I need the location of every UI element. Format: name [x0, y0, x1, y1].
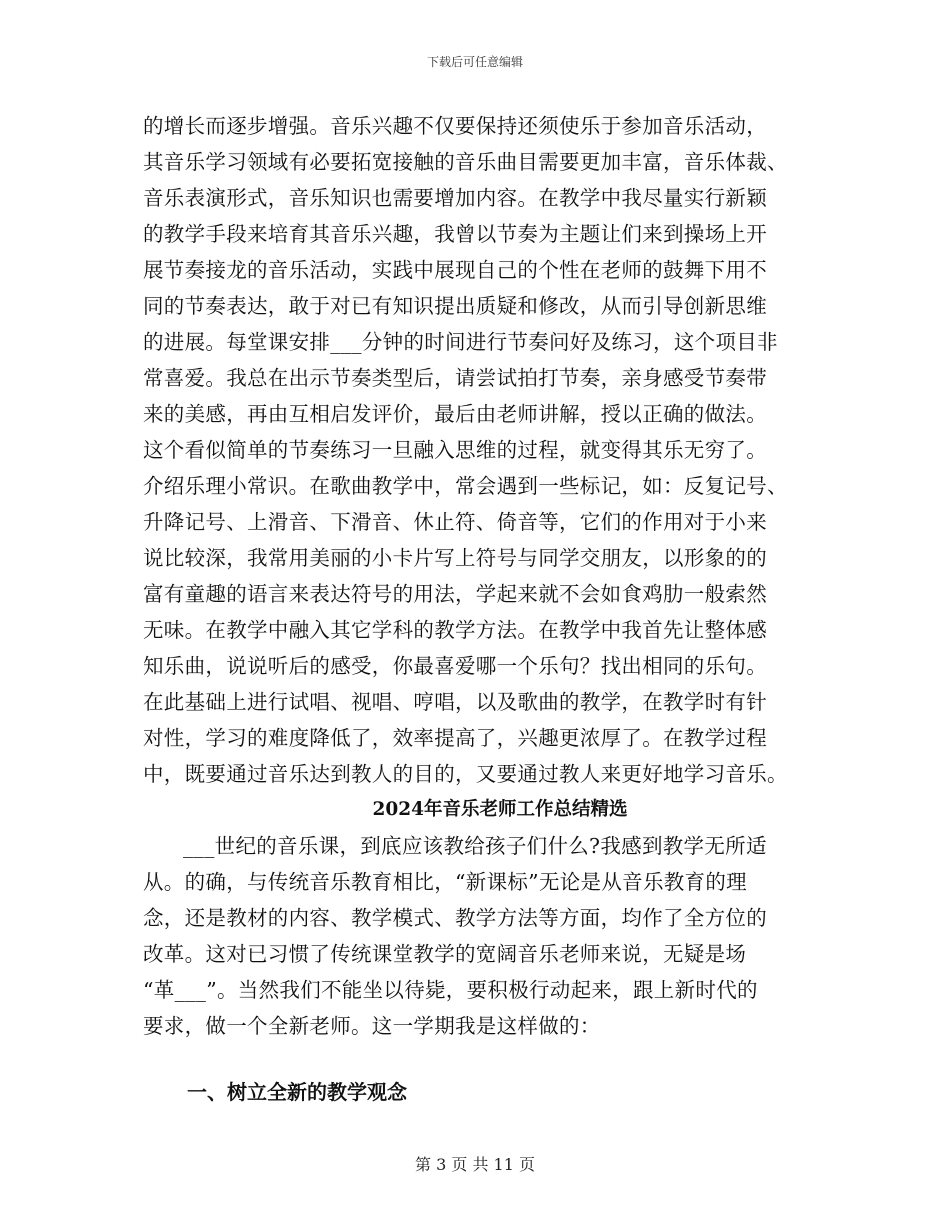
body-line: 要求，做一个全新老师。这一学期我是这样做的：	[143, 1014, 601, 1038]
body-line: 升降记号、上滑音、下滑音、休止符、倚音等，它们的作用对于小来	[143, 510, 767, 534]
body-line: 这个看似简单的节奏练习一旦融入思维的过程，就变得其乐无穷了。	[143, 438, 767, 462]
section-title: 2024年音乐老师工作总结精选	[372, 799, 628, 820]
body-line: 念，还是教材的内容、教学模式、教学方法等方面，均作了全方位的	[143, 906, 767, 930]
body-line: 改革。这对已习惯了传统课堂教学的宽阔音乐老师来说，无疑是场	[143, 942, 747, 966]
body-line: 同的节奏表达，敢于对已有知识提出质疑和修改，从而引导创新思维	[143, 294, 767, 318]
page-number: 第 3 页 共 11 页	[415, 1155, 535, 1174]
body-line: 展节奏接龙的音乐活动，实践中展现自己的个性在老师的鼓舞下用不	[143, 258, 767, 282]
body-line: 中，既要通过音乐达到教人的目的，又要通过教人来更好地学习音乐。	[143, 762, 788, 786]
body-line: 从。的确，与传统音乐教育相比，“新课标”无论是从音乐教育的理	[143, 870, 747, 894]
body-line: 来的美感，再由互相启发评价，最后由老师讲解，授以正确的做法。	[143, 402, 767, 426]
subheading: 一、树立全新的教学观念	[187, 1080, 407, 1104]
body-line: 音乐表演形式，音乐知识也需要增加内容。在教学中我尽量实行新颖	[143, 186, 767, 210]
body-line: 对性，学习的难度降低了，效率提高了，兴趣更浓厚了。在教学过程	[143, 726, 767, 750]
body-line: ___世纪的音乐课，到底应该教给孩子们什么?我感到教学无所适	[183, 834, 767, 858]
body-line: 介绍乐理小常识。在歌曲教学中，常会遇到一些标记，如：反复记号、	[143, 474, 788, 498]
body-line: 的教学手段来培育其音乐兴趣，我曾以节奏为主题让们来到操场上开	[143, 222, 767, 246]
body-line: “革___”。当然我们不能坐以待毙，要积极行动起来，跟上新时代的	[143, 978, 758, 1002]
body-line: 常喜爱。我总在出示节奏类型后，请尝试拍打节奏，亲身感受节奏带	[143, 366, 767, 390]
body-line: 无味。在教学中融入其它学科的教学方法。在教学中我首先让整体感	[143, 618, 767, 642]
body-line: 在此基础上进行试唱、视唱、哼唱，以及歌曲的教学，在教学时有针	[143, 690, 767, 714]
body-line: 其音乐学习领域有必要拓宽接触的音乐曲目需要更加丰富，音乐体裁、	[143, 150, 788, 174]
body-line: 的进展。每堂课安排___分钟的时间进行节奏问好及练习，这个项目非	[143, 330, 778, 354]
page-header: 下载后可任意编辑	[426, 55, 523, 69]
body-line: 富有童趣的语言来表达符号的用法，学起来就不会如食鸡肋一般索然	[143, 582, 767, 606]
body-line: 的增长而逐步增强。音乐兴趣不仅要保持还须使乐于参加音乐活动，	[143, 114, 767, 138]
body-line: 说比较深，我常用美丽的小卡片写上符号与同学交朋友，以形象的的	[143, 546, 767, 570]
body-line: 知乐曲，说说听后的感受，你最喜爱哪一个乐句？找出相同的乐句。	[143, 654, 767, 678]
document-body	[143, 108, 823, 1044]
